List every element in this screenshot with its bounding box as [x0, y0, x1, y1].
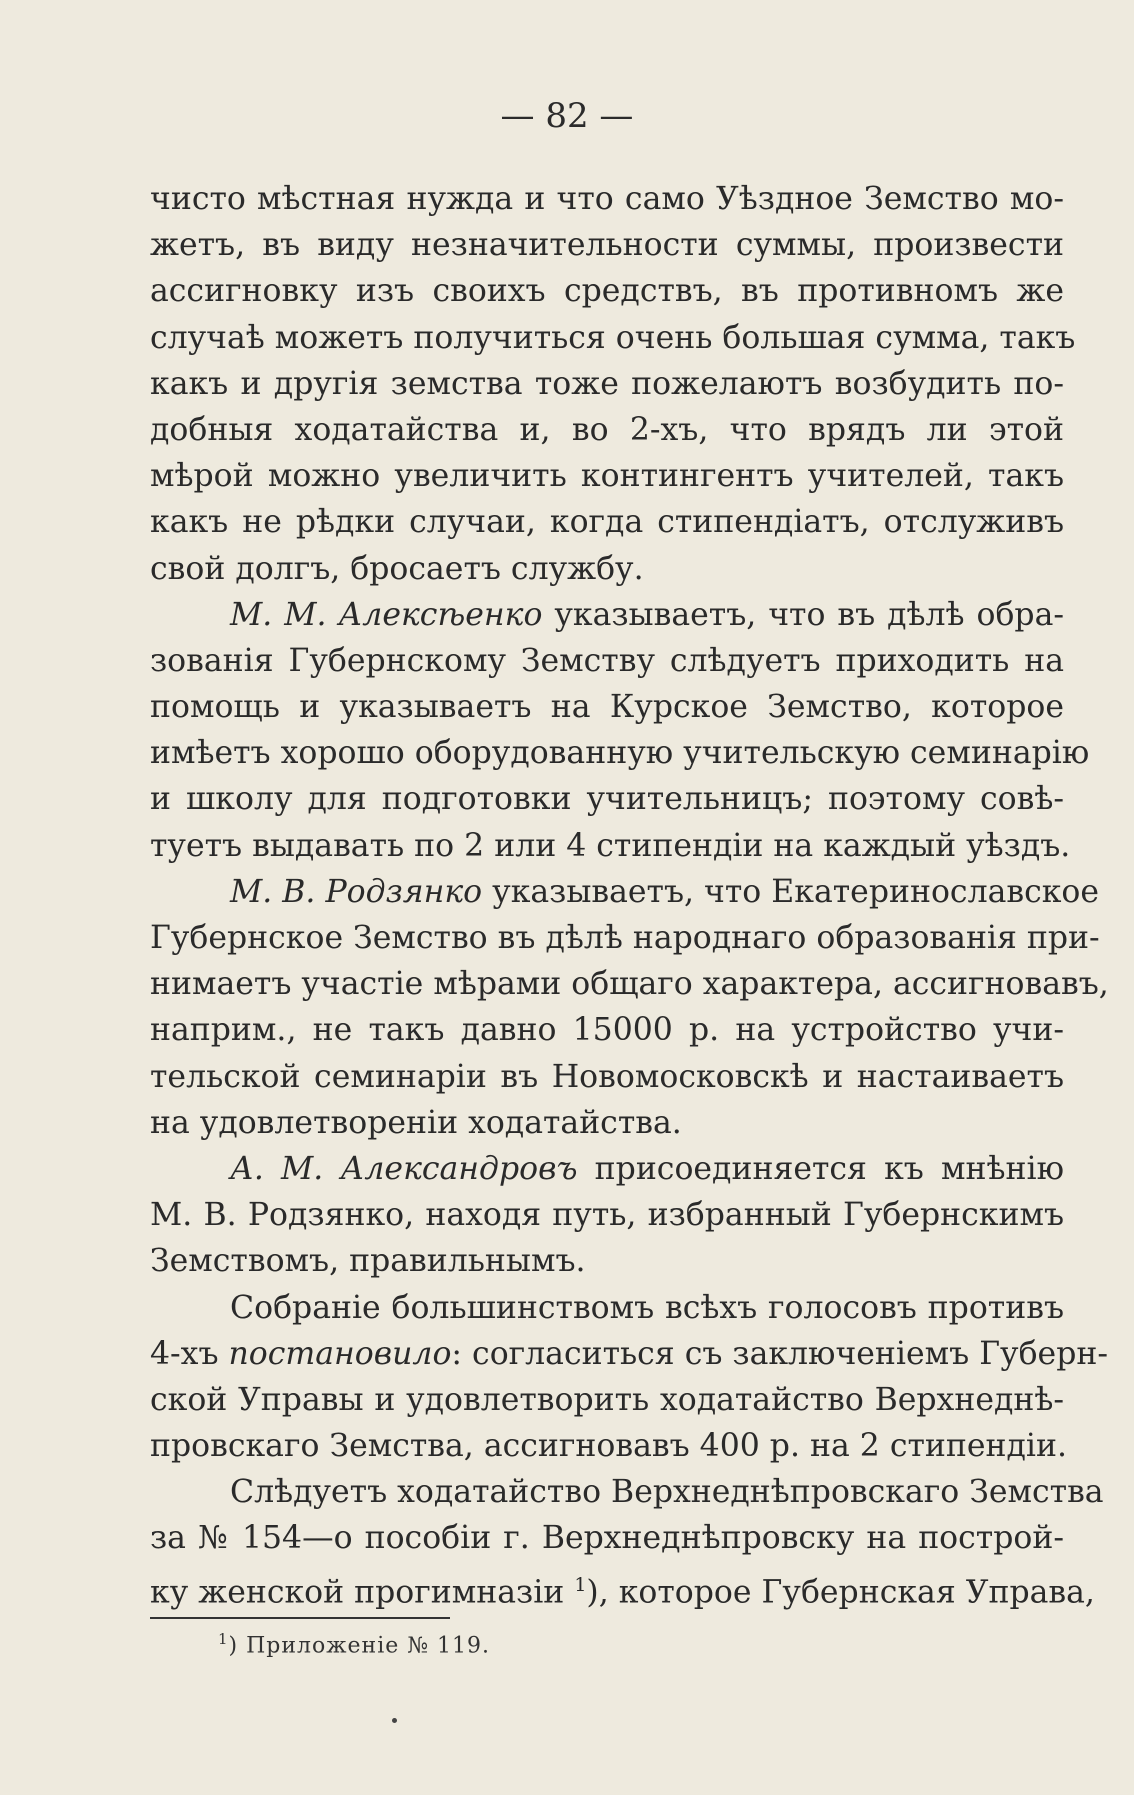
text-line	[150, 1562, 1095, 1611]
text-line: провскаго Земства, ассигновавъ 400 р. на 2 стипендіи.	[150, 1428, 1067, 1465]
resolution-word: постановило	[228, 1335, 452, 1372]
text-fragment: : согласиться съ заключеніемъ Губерн-	[451, 1335, 1108, 1372]
text-line: помощь и указываетъ на Курское Земство, которое	[150, 689, 1064, 726]
footnote-text: ) Приложеніе № 119.	[228, 1633, 491, 1659]
footnote-marker: 1	[574, 1573, 587, 1596]
text-line	[150, 869, 1100, 915]
speaker-name: А. М. Александровъ	[230, 1150, 578, 1187]
body-text	[150, 176, 1109, 1611]
text-line: Собраніе большинствомъ всѣхъ голосовъ противъ	[230, 1289, 1064, 1326]
text-line: тельской семинаріи въ Новомосковскѣ и настаиваетъ	[150, 1058, 1064, 1095]
speaker-name: М. М. Алексѣенко	[230, 596, 543, 633]
text-line: Земствомъ, правильнымъ.	[150, 1243, 586, 1280]
text-line: нимаетъ участіе мѣрами общаго характера, ассигновавъ,	[150, 966, 1109, 1003]
text-fragment: указываетъ, что Екатеринославское	[482, 873, 1100, 910]
footnote	[218, 1630, 490, 1658]
speaker-name: М. В. Родзянко	[230, 873, 483, 910]
text-line: зованія Губернскому Земству слѣдуетъ приходить на	[150, 642, 1064, 679]
text-line: Губернское Земство въ дѣлѣ народнаго образованія при-	[150, 920, 1100, 956]
text-fragment: ), которое Губернская Управа,	[586, 1574, 1095, 1611]
text-line: имѣетъ хорошо оборудованную учительскую семинарію	[150, 735, 1090, 772]
text-line: туетъ выдавать по 2 или 4 стипендіи на каждый уѣздъ.	[150, 827, 1071, 864]
text-line: свой долгъ, бросаетъ службу.	[150, 550, 644, 587]
text-line: и школу для подготовки учительницъ; поэтому совѣ-	[150, 781, 1064, 818]
text-line: за № 154—о пособіи г. Верхнеднѣпровску на построй-	[150, 1520, 1064, 1557]
text-fragment: присоединяется къ мнѣнію	[577, 1150, 1064, 1187]
footnote-divider	[150, 1617, 450, 1619]
text-fragment: 4-хъ	[150, 1335, 229, 1372]
text-line: случаѣ можетъ получиться очень большая сумма, такъ	[150, 319, 1076, 356]
text-line: чисто мѣстная нужда и что само Уѣздное Земство мо-	[150, 181, 1064, 217]
footnote-number: 1	[218, 1630, 229, 1648]
text-line: Слѣдуетъ ходатайство Верхнеднѣпровскаго Земства	[230, 1474, 1104, 1511]
text-line: ской Управы и удовлетворить ходатайство Верхнеднѣ-	[150, 1381, 1064, 1418]
text-line: добныя ходатайства и, во 2-хъ, что врядъ ли этой	[150, 411, 1064, 448]
text-line: на удовлетвореніи ходатайства.	[150, 1104, 682, 1141]
text-line: жетъ, въ виду незначительности суммы, произвести	[150, 227, 1064, 264]
text-fragment: ку женской прогимназіи	[150, 1574, 575, 1611]
text-line: наприм., не такъ давно 15000 р. на устройство учи-	[150, 1012, 1064, 1049]
text-line: какъ и другія земства тоже пожелаютъ возбудить по-	[150, 365, 1064, 402]
text-line	[150, 1331, 1108, 1377]
text-line: ассигновку изъ своихъ средствъ, въ противномъ же	[150, 273, 1064, 310]
print-speck	[392, 1718, 397, 1723]
text-line: М. В. Родзянко, находя путь, избранный Губернскимъ	[150, 1197, 1064, 1234]
text-line: какъ не рѣдки случаи, когда стипендіатъ, отслуживъ	[150, 504, 1064, 541]
page-number: — 82 —	[500, 96, 634, 136]
text-fragment: указываетъ, что въ дѣлѣ обра-	[542, 596, 1064, 633]
text-line: мѣрой можно увеличить контингентъ учителей, такъ	[150, 458, 1064, 495]
text-line	[150, 592, 1064, 638]
text-line	[150, 1146, 1064, 1192]
